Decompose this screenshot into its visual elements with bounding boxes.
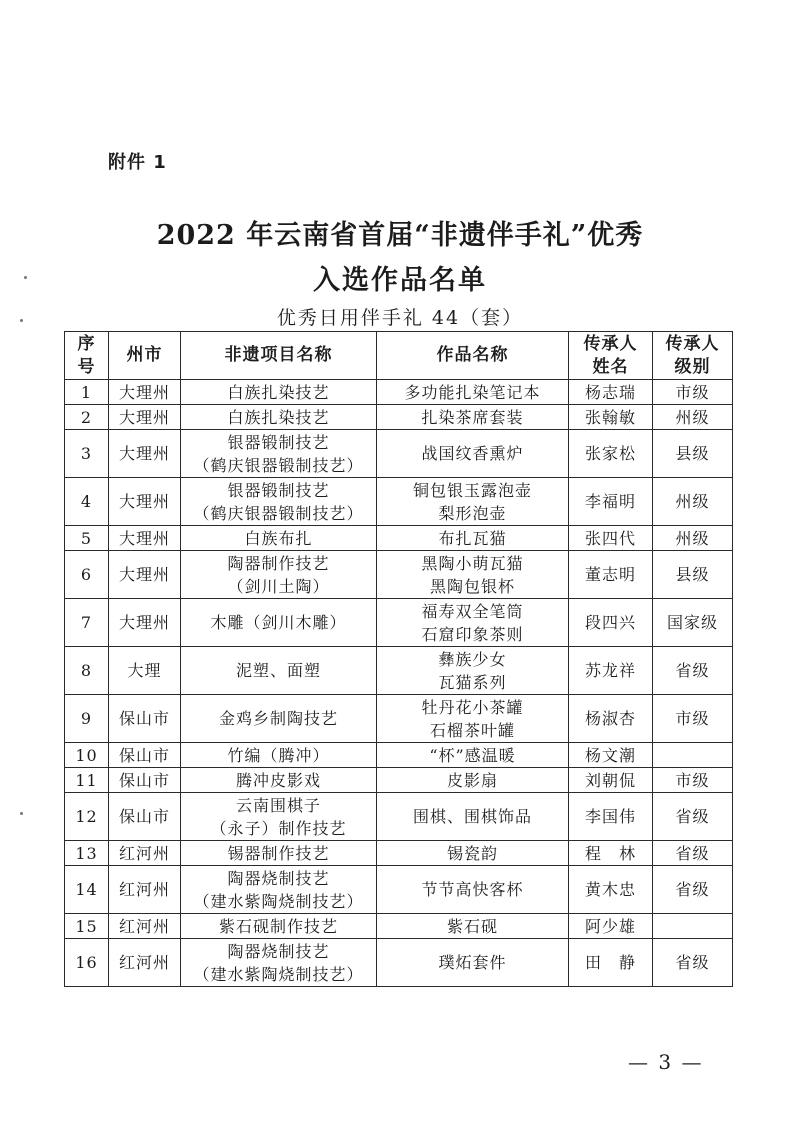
cell-no: 12 bbox=[65, 793, 109, 841]
cell-no: 11 bbox=[65, 768, 109, 793]
cell-level: 市级 bbox=[653, 380, 733, 405]
cell-inheritor: 阿少雄 bbox=[569, 914, 653, 939]
page-number: — 3 — bbox=[628, 1050, 704, 1074]
cell-inheritor: 李福明 bbox=[569, 478, 653, 526]
works-table bbox=[64, 331, 733, 987]
cell-inheritor: 杨志瑞 bbox=[569, 380, 653, 405]
cell-inheritor: 刘朝侃 bbox=[569, 768, 653, 793]
cell-no: 5 bbox=[65, 526, 109, 551]
scan-speck bbox=[20, 812, 23, 815]
cell-city: 红河州 bbox=[109, 866, 181, 914]
cell-work: 皮影扇 bbox=[377, 768, 569, 793]
cell-work: 布扎瓦猫 bbox=[377, 526, 569, 551]
table-row bbox=[65, 647, 733, 695]
cell-work: 节节高快客杯 bbox=[377, 866, 569, 914]
cell-level: 市级 bbox=[653, 768, 733, 793]
cell-level: 省级 bbox=[653, 866, 733, 914]
cell-level bbox=[653, 743, 733, 768]
cell-inheritor: 张家松 bbox=[569, 430, 653, 478]
cell-project: 银器锻制技艺 （鹤庆银器锻制技艺） bbox=[181, 478, 377, 526]
cell-project: 陶器制作技艺 （剑川土陶） bbox=[181, 551, 377, 599]
table-row bbox=[65, 430, 733, 478]
table-row bbox=[65, 695, 733, 743]
cell-work: 福寿双全笔筒 石窟印象茶则 bbox=[377, 599, 569, 647]
cell-inheritor: 程 林 bbox=[569, 841, 653, 866]
cell-work: 铜包银玉露泡壶 梨形泡壶 bbox=[377, 478, 569, 526]
cell-work: 牡丹花小茶罐 石榴茶叶罐 bbox=[377, 695, 569, 743]
table-row bbox=[65, 914, 733, 939]
attachment-label: 附件 1 bbox=[108, 152, 167, 173]
cell-level: 州级 bbox=[653, 478, 733, 526]
cell-work: 扎染茶席套装 bbox=[377, 405, 569, 430]
cell-no: 14 bbox=[65, 866, 109, 914]
cell-no: 8 bbox=[65, 647, 109, 695]
cell-inheritor: 段四兴 bbox=[569, 599, 653, 647]
cell-inheritor: 张四代 bbox=[569, 526, 653, 551]
cell-no: 3 bbox=[65, 430, 109, 478]
table-row bbox=[65, 793, 733, 841]
cell-city: 大理州 bbox=[109, 405, 181, 430]
cell-level: 国家级 bbox=[653, 599, 733, 647]
cell-level: 省级 bbox=[653, 939, 733, 987]
cell-no: 15 bbox=[65, 914, 109, 939]
cell-inheritor: 黄木忠 bbox=[569, 866, 653, 914]
cell-no: 7 bbox=[65, 599, 109, 647]
header-no: 序 号 bbox=[65, 332, 109, 380]
table-row bbox=[65, 380, 733, 405]
cell-inheritor: 董志明 bbox=[569, 551, 653, 599]
cell-project: 白族扎染技艺 bbox=[181, 380, 377, 405]
cell-project: 泥塑、面塑 bbox=[181, 647, 377, 695]
scan-speck bbox=[24, 276, 27, 279]
cell-work: 锡瓷韵 bbox=[377, 841, 569, 866]
cell-city: 大理 bbox=[109, 647, 181, 695]
cell-project: 金鸡乡制陶技艺 bbox=[181, 695, 377, 743]
cell-city: 大理州 bbox=[109, 551, 181, 599]
cell-no: 13 bbox=[65, 841, 109, 866]
table-row bbox=[65, 478, 733, 526]
cell-inheritor: 杨文潮 bbox=[569, 743, 653, 768]
cell-city: 红河州 bbox=[109, 841, 181, 866]
header-work: 作品名称 bbox=[377, 332, 569, 380]
cell-city: 红河州 bbox=[109, 914, 181, 939]
cell-inheritor: 李国伟 bbox=[569, 793, 653, 841]
cell-level: 州级 bbox=[653, 526, 733, 551]
cell-level: 市级 bbox=[653, 695, 733, 743]
cell-level: 县级 bbox=[653, 551, 733, 599]
cell-city: 红河州 bbox=[109, 939, 181, 987]
cell-project: 木雕（剑川木雕） bbox=[181, 599, 377, 647]
cell-project: 陶器烧制技艺 （建水紫陶烧制技艺） bbox=[181, 939, 377, 987]
cell-work: 彝族少女 瓦猫系列 bbox=[377, 647, 569, 695]
cell-no: 9 bbox=[65, 695, 109, 743]
cell-no: 2 bbox=[65, 405, 109, 430]
cell-project: 紫石砚制作技艺 bbox=[181, 914, 377, 939]
table-row bbox=[65, 526, 733, 551]
cell-no: 4 bbox=[65, 478, 109, 526]
cell-city: 保山市 bbox=[109, 768, 181, 793]
cell-level: 县级 bbox=[653, 430, 733, 478]
table-row bbox=[65, 841, 733, 866]
cell-no: 10 bbox=[65, 743, 109, 768]
cell-city: 保山市 bbox=[109, 793, 181, 841]
cell-city: 大理州 bbox=[109, 599, 181, 647]
cell-inheritor: 张翰敏 bbox=[569, 405, 653, 430]
cell-city: 大理州 bbox=[109, 526, 181, 551]
table-row bbox=[65, 599, 733, 647]
cell-project: 白族扎染技艺 bbox=[181, 405, 377, 430]
table-subtitle: 优秀日用伴手礼 44（套） bbox=[276, 307, 524, 329]
table-row bbox=[65, 743, 733, 768]
cell-work: 紫石砚 bbox=[377, 914, 569, 939]
cell-project: 锡器制作技艺 bbox=[181, 841, 377, 866]
page-title-line1: 2022 年云南省首届“非遗伴手礼”优秀 bbox=[156, 220, 644, 251]
cell-project: 云南围棋子 （永子）制作技艺 bbox=[181, 793, 377, 841]
cell-level: 州级 bbox=[653, 405, 733, 430]
cell-level bbox=[653, 914, 733, 939]
page-title-line2: 入选作品名单 bbox=[313, 265, 487, 296]
table-row bbox=[65, 551, 733, 599]
cell-inheritor: 田 静 bbox=[569, 939, 653, 987]
cell-work: 战国纹香熏炉 bbox=[377, 430, 569, 478]
table-row bbox=[65, 768, 733, 793]
cell-level: 省级 bbox=[653, 841, 733, 866]
cell-work: 围棋、围棋饰品 bbox=[377, 793, 569, 841]
cell-work: “杯”感温暖 bbox=[377, 743, 569, 768]
cell-project: 陶器烧制技艺 （建水紫陶烧制技艺） bbox=[181, 866, 377, 914]
cell-no: 6 bbox=[65, 551, 109, 599]
header-inheritor: 传承人 姓名 bbox=[569, 332, 653, 380]
cell-inheritor: 苏龙祥 bbox=[569, 647, 653, 695]
cell-level: 省级 bbox=[653, 647, 733, 695]
cell-no: 1 bbox=[65, 380, 109, 405]
scan-speck bbox=[20, 319, 23, 322]
header-city: 州市 bbox=[109, 332, 181, 380]
table-row bbox=[65, 866, 733, 914]
table-row bbox=[65, 405, 733, 430]
cell-inheritor: 杨淑杏 bbox=[569, 695, 653, 743]
cell-work: 多功能扎染笔记本 bbox=[377, 380, 569, 405]
table-row bbox=[65, 939, 733, 987]
cell-city: 大理州 bbox=[109, 380, 181, 405]
cell-project: 腾冲皮影戏 bbox=[181, 768, 377, 793]
cell-work: 璞炻套件 bbox=[377, 939, 569, 987]
cell-city: 保山市 bbox=[109, 695, 181, 743]
cell-level: 省级 bbox=[653, 793, 733, 841]
cell-project: 竹编（腾冲） bbox=[181, 743, 377, 768]
header-project: 非遗项目名称 bbox=[181, 332, 377, 380]
cell-city: 大理州 bbox=[109, 478, 181, 526]
table-header-row bbox=[65, 332, 733, 380]
header-level: 传承人 级别 bbox=[653, 332, 733, 380]
cell-no: 16 bbox=[65, 939, 109, 987]
cell-city: 保山市 bbox=[109, 743, 181, 768]
cell-work: 黑陶小萌瓦猫 黑陶包银杯 bbox=[377, 551, 569, 599]
cell-project: 银器锻制技艺 （鹤庆银器锻制技艺） bbox=[181, 430, 377, 478]
cell-city: 大理州 bbox=[109, 430, 181, 478]
cell-project: 白族布扎 bbox=[181, 526, 377, 551]
